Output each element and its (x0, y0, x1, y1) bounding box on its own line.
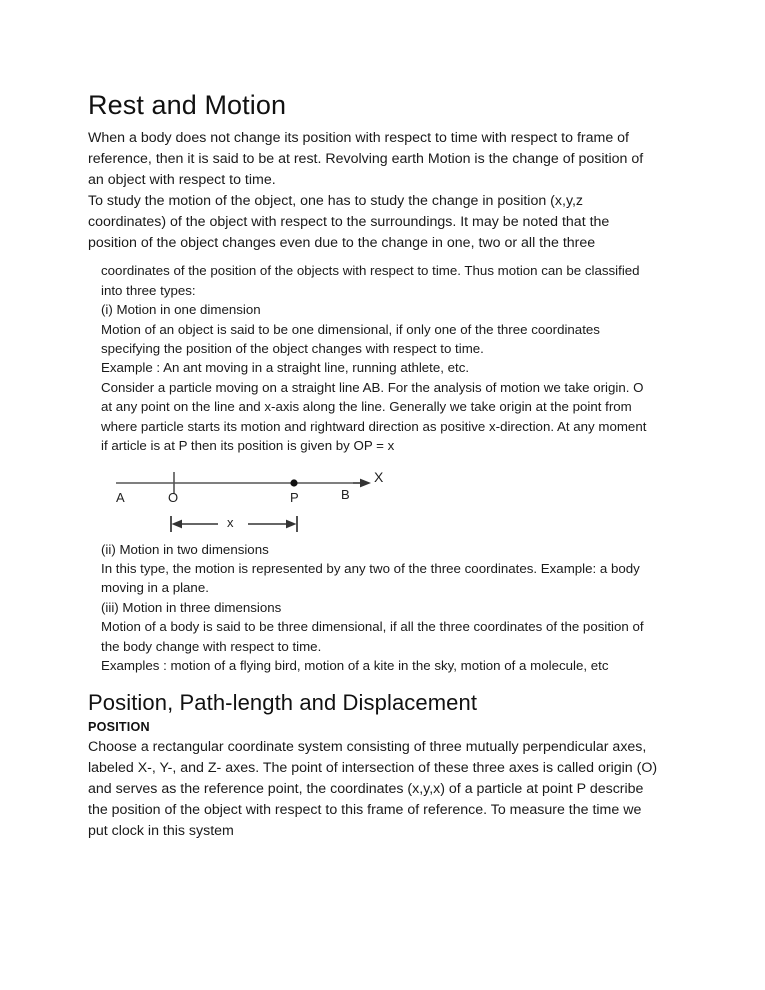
spacer (88, 253, 658, 261)
diagram-label-x-axis: X (374, 468, 384, 485)
list-item-two-dimensions: (ii) Motion in two dimensions (101, 541, 269, 557)
subsection-title-position: POSITION (88, 720, 150, 735)
diagram-label-b: B (341, 486, 350, 502)
paragraph-intro: When a body does not change its position with respect to time with respect to frame of reference, then it is said to be at rest. Revolving earth Motion is the change of position of an object with respect to time. (88, 130, 644, 188)
dimension-right-arrowhead (286, 519, 297, 528)
list-item-three-dimensions: (iii) Motion in three dimensions (101, 599, 282, 615)
paragraph-one-dimension-example: Example : An ant moving in a straight line, running athlete, etc. (101, 360, 470, 376)
spacer (88, 675, 658, 689)
axis-arrowhead (360, 478, 371, 487)
paragraph-three-dimensions-def: Motion of a body is said to be three dimensional, if all the three coordinates of the position of the body change with respect to time. (101, 619, 644, 654)
dimension-left-arrowhead (172, 519, 183, 528)
indented-section (101, 261, 653, 675)
section-title-position: Position, Path-length and Displacement (88, 690, 478, 716)
diagram-label-distance-x: x (227, 514, 234, 530)
number-line-diagram (108, 463, 408, 535)
diagram-label-o: O (168, 489, 179, 505)
paragraph-one-dimension-def: Motion of an object is said to be one dimensional, if only one of the three coordinates specifying the position of the object changes with respect to time. (101, 321, 600, 357)
paragraph-coordinates: coordinates of the position of the objects with respect to time. Thus motion can be classified into three types: (101, 263, 640, 298)
list-item-one-dimension: (i) Motion in one dimension (101, 302, 261, 318)
number-line-svg (108, 463, 408, 535)
paragraph-three-dimensions-examples: Examples : motion of a flying bird, motion of a kite in the sky, motion of a molecule, etc (101, 657, 609, 673)
diagram-label-p: P (290, 489, 299, 505)
page-title: Rest and Motion (88, 90, 287, 120)
paragraph-study-motion: To study the motion of the object, one has to study the change in position (x,y,z coordinates) of the object with respect to the surroundings. It may be noted that the position of the object changes even due to the change in one, two or all the three (88, 192, 610, 251)
diagram-label-a: A (116, 489, 125, 505)
paragraph-particle-line-ab: Consider a particle moving on a straight line AB. For the analysis of motion we take origin. O at any point on the line and x-axis along the line. Generally we take origin at the point from where particle starts its motion and rightward direction as positive x-direction. At any moment if article is at P then its position is given by OP = x (101, 379, 647, 454)
paragraph-position-definition: Choose a rectangular coordinate system consisting of three mutually perpendicular axes, labeled X-, Y-, and Z- axes. The point of intersection of these three axes is called origin (O) and serves as the reference point, the coordinates (x,y,x) of a particle at point P describe the position of the object with respect to this frame of reference. To measure the time we put clock in this system (88, 739, 658, 839)
document-body (88, 88, 658, 842)
point-p-marker (290, 479, 297, 486)
paragraph-two-dimensions-def: In this type, the motion is represented by any two of the three coordinates. Example: a body moving in a plane. (101, 560, 640, 596)
